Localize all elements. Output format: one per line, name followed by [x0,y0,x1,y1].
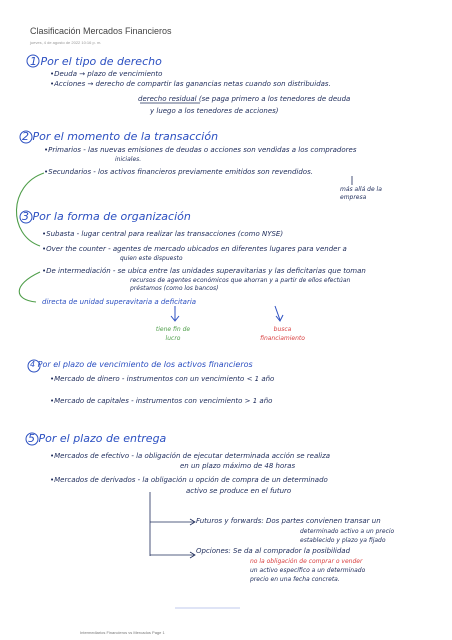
section-3-number: 3 [22,210,29,223]
s5-futuros-1: Futuros y forwards: Dos partes convienen transar un [196,517,381,525]
s3-label-lucro: tiene fin de lucro [155,326,191,342]
section-1-title: 1 Por el tipo de derecho [30,55,162,68]
s5-opciones-2: no la obligación de comprar o vender [250,558,363,565]
s3-intermediacion-cont: recursos de agentes económicos que ahorran y a partir de ellos efectúan [130,277,351,284]
s1-derecho-residual: derecho residual (se paga primero a los tenedores de deuda [138,95,351,103]
s3-otc: •Over the counter - agentes de mercado ubicados en diferentes lugares para vender a [42,245,347,253]
s5-futuros-3: establecido y plazo ya fijado [300,537,386,544]
s4-dinero: •Mercado de dinero - instrumentos con un vencimiento < 1 año [50,375,275,383]
s3-subasta: •Subasta - lugar central para realizar las transacciones (como NYSE) [42,230,284,238]
page-title: Clasificación Mercados Financieros [30,26,172,36]
s3-label-financiamiento: busca financiamiento [260,326,305,342]
s2-iniciales: iniciales. [115,156,142,163]
s3-directa: directa de unidad superavitaria a deficitaria [42,298,197,306]
s3-otc-cont: quien este dispuesto [120,255,183,262]
s2-note: más allá de la empresa [340,186,382,201]
section-4-title: 4 Por el plazo de vencimiento de los activos financieros [30,360,253,369]
green-link-2 [19,272,40,302]
s3-intermediacion-cont2: préstamos (como los bancos) [130,285,219,292]
s5-opciones-3: un activo específico a un determinado [250,567,366,574]
section-5-title: 5 Por el plazo de entrega [28,432,167,445]
s5-opciones-1: Opciones: Se da al comprador la posibilidad [196,547,351,555]
section-3-title: 3 Por la forma de organización [22,210,191,223]
s5-futuros-2: determinado activo a un precio [300,528,395,535]
s5-efectivo: •Mercados de efectivo - la obligación de ejecutar determinada acción se realiza [50,452,331,460]
s5-opciones-4: precio en una fecha concreta. [250,576,340,583]
s1-deuda: •Deuda → plazo de vencimiento [50,70,163,78]
section-2-title: 2 Por el momento de la transacción [22,130,219,143]
section-4-number: 4 [30,360,36,369]
section-2-number: 2 [22,130,29,143]
s1-tenedores: y luego a los tenedores de acciones) [150,107,279,115]
s5-derivados-cont: activo se produce en el futuro [186,487,292,495]
footer: Intermediarios Financieros vs Mercados Page 1 [80,630,165,635]
section-1-number: 1 [30,55,37,68]
s2-secundarios: •Secundarios - los activos financieros previamente emitidos son revendidos. [44,168,313,176]
s2-primarios: •Primarios - las nuevas emisiones de deudas o acciones son vendidas a los compradores [44,146,357,154]
s5-derivados: •Mercados de derivados - la obligación u opción de compra de un determinado [50,476,328,484]
s1-acciones: •Acciones → derecho de compartir las ganancias netas cuando son distribuidas. [50,80,331,88]
s3-intermediacion: •De intermediación - se ubica entre las unidades superavitarias y las deficitarias que toman [42,267,366,275]
s5-efectivo-cont: en un plazo máximo de 48 horas [180,462,296,470]
section-5-number: 5 [28,432,35,445]
page-date: jueves, 4 de agosto de 2022 10:16 p. m. [30,40,102,45]
s4-capitales: •Mercado de capitales - instrumentos con vencimiento > 1 año [50,397,273,405]
arrow-financiamiento [275,306,280,320]
